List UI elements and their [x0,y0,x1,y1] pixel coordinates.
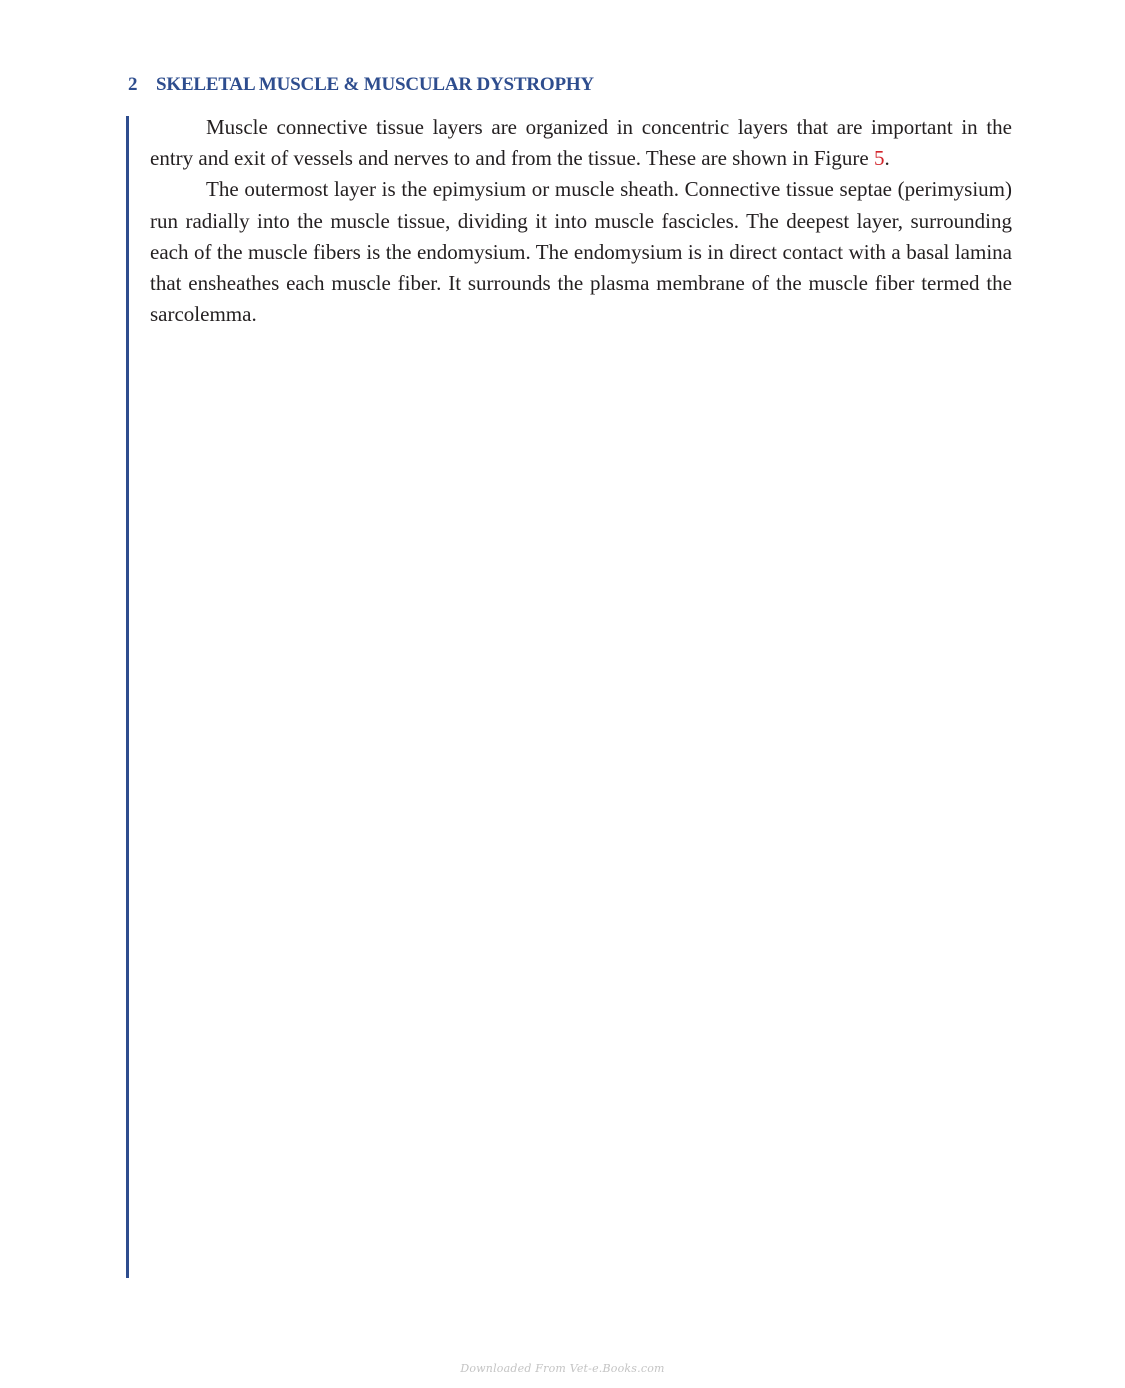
paragraph-2: The outermost layer is the epimysium or muscle sheath. Connective tissue septae (perimysium) run radially into the muscle tissue, dividing it into muscle fascicles. The deepest layer, surrounding each of the muscle fibers is the endomysium. The endomysium is in direct contact with a basal lamina that ensheathes each muscle fiber. It surrounds the plasma membrane of the muscle fiber termed the sarcolemma. [150,177,1012,327]
paragraph-1-end: . [884,146,890,171]
download-watermark: Downloaded From Vet-e.Books.com [460,1362,665,1375]
margin-rule [126,116,129,1278]
page-number: 2 [128,74,138,95]
paragraph-1 [150,112,1012,174]
paragraph-1-text: Muscle connective tissue layers are organized in concentric layers that are important in the entry and exit of vessels and nerves to and from the tissue. These are shown in Figure [150,115,1012,171]
running-header [128,74,594,96]
body-text [150,112,1012,330]
figure-5-link[interactable]: 5 [873,146,885,171]
chapter-title: SKELETAL MUSCLE & MUSCULAR DYSTROPHY [156,74,594,95]
